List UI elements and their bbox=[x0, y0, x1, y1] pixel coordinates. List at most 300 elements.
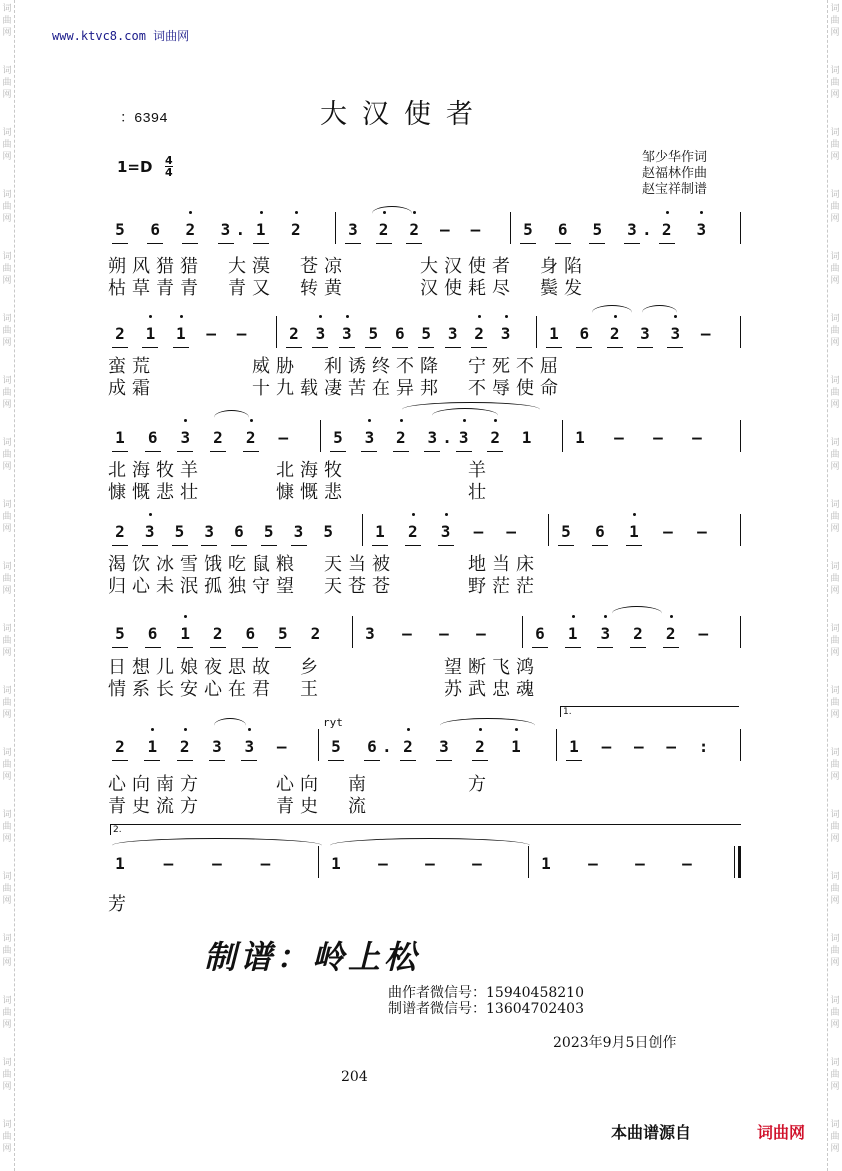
watermark-char: 词 bbox=[830, 128, 840, 138]
watermark-char: 网 bbox=[830, 462, 840, 472]
watermark-char: 网 bbox=[830, 28, 840, 38]
note: 1 bbox=[565, 624, 581, 643]
note: 6 bbox=[145, 428, 161, 447]
note: – bbox=[439, 220, 450, 239]
note: 5 bbox=[112, 624, 128, 643]
watermark-char: 曲 bbox=[830, 512, 840, 522]
watermark-char: 网 bbox=[2, 1082, 12, 1092]
watermark-char: 词 bbox=[2, 252, 12, 262]
watermark-char: 曲 bbox=[830, 1008, 840, 1018]
watermark-char: 网 bbox=[2, 338, 12, 348]
note: 3 bbox=[361, 428, 377, 447]
watermark-char: 词 bbox=[830, 562, 840, 572]
watermark-char: 词 bbox=[2, 376, 12, 386]
note: 3 bbox=[345, 220, 361, 239]
watermark-char: 网 bbox=[2, 648, 12, 658]
watermark-char: 网 bbox=[2, 152, 12, 162]
bar-line bbox=[740, 616, 741, 648]
site-url[interactable]: www.ktvc8.com bbox=[52, 29, 146, 43]
note: 2 bbox=[112, 324, 128, 343]
bar-line bbox=[522, 616, 523, 648]
page-number: 204 bbox=[341, 1069, 368, 1085]
note: – bbox=[698, 624, 709, 643]
note: – bbox=[476, 624, 486, 643]
note: 2 bbox=[112, 522, 128, 541]
final-double-bar bbox=[734, 846, 741, 878]
note: 5 bbox=[520, 220, 536, 239]
note: 1 bbox=[177, 624, 193, 643]
note: 3 . bbox=[218, 220, 234, 239]
watermark-char: 曲 bbox=[830, 574, 840, 584]
note: 6 bbox=[592, 522, 608, 541]
note: 5 bbox=[261, 522, 277, 541]
note: 2 bbox=[487, 428, 503, 447]
watermark-char: 词 bbox=[2, 438, 12, 448]
key-signature: 1=D bbox=[117, 158, 153, 176]
note: 1 bbox=[575, 428, 585, 447]
watermark-char: 词 bbox=[2, 624, 12, 634]
note: 3 bbox=[142, 522, 158, 541]
note: 1 bbox=[173, 324, 189, 343]
watermark-char: 网 bbox=[2, 586, 12, 596]
note: – bbox=[588, 854, 598, 873]
watermark-char: 词 bbox=[830, 934, 840, 944]
watermark-char: 曲 bbox=[2, 1132, 12, 1142]
note: 1 bbox=[331, 854, 341, 873]
watermark-char: 词 bbox=[830, 872, 840, 882]
note: 1 bbox=[144, 737, 160, 756]
note: 2 bbox=[112, 737, 128, 756]
note: 1 bbox=[142, 324, 158, 343]
note: – bbox=[697, 522, 707, 541]
watermark-char: 曲 bbox=[2, 574, 12, 584]
note: 3 bbox=[291, 522, 307, 541]
brand-link[interactable]: 词曲网 bbox=[757, 1123, 806, 1142]
watermark-char: 词 bbox=[830, 190, 840, 200]
watermark-char: 曲 bbox=[2, 78, 12, 88]
bar-line bbox=[536, 316, 537, 348]
note: 6 bbox=[555, 220, 571, 239]
watermark-char: 词 bbox=[830, 500, 840, 510]
watermark-char: 词 bbox=[830, 314, 840, 324]
watermark-char: 词 bbox=[2, 686, 12, 696]
watermark-char: 网 bbox=[830, 1020, 840, 1030]
left-watermark-strip bbox=[0, 0, 15, 1171]
arranger-wechat: 制谱者微信号：13604702403 bbox=[388, 1001, 584, 1017]
note: 5 bbox=[330, 428, 346, 447]
note: 3 bbox=[445, 324, 461, 343]
note: – bbox=[682, 854, 692, 873]
note: 1 bbox=[626, 522, 642, 541]
volta2-bracket: 2. bbox=[110, 824, 741, 835]
note: – bbox=[666, 737, 676, 756]
source-label: 本曲谱源自 bbox=[611, 1123, 692, 1142]
watermark-char: 网 bbox=[2, 524, 12, 534]
note: 6 bbox=[231, 522, 247, 541]
watermark-char: 词 bbox=[830, 376, 840, 386]
watermark-char: 曲 bbox=[830, 450, 840, 460]
watermark-char: 词 bbox=[2, 872, 12, 882]
watermark-char: 曲 bbox=[2, 760, 12, 770]
note: 6 bbox=[532, 624, 548, 643]
watermark-char: 网 bbox=[2, 710, 12, 720]
watermark-char: 词 bbox=[830, 996, 840, 1006]
watermark-char: 网 bbox=[830, 958, 840, 968]
note: 6 bbox=[576, 324, 592, 343]
lyric-line: 青史流方 青史 流 bbox=[108, 796, 372, 817]
lyric-line: 归心未泯孤独守望 天苍苍 野茫茫 bbox=[108, 576, 540, 597]
note: 3 bbox=[365, 624, 375, 643]
bar-line bbox=[335, 212, 336, 244]
watermark-char: 词 bbox=[2, 500, 12, 510]
watermark-char: 词 bbox=[2, 996, 12, 1006]
note: 1 bbox=[112, 428, 128, 447]
note: : bbox=[698, 737, 709, 756]
watermark-char: 网 bbox=[2, 400, 12, 410]
creation-date: 2023年9月5日创作 bbox=[553, 1035, 677, 1051]
note: 3 bbox=[456, 428, 472, 447]
watermark-char: 词 bbox=[830, 686, 840, 696]
lyric-line: 枯草青青 青又 转黄 汉使耗尽 鬓发 bbox=[108, 278, 588, 299]
note: 3 bbox=[201, 522, 217, 541]
watermark-char: 曲 bbox=[830, 822, 840, 832]
watermark-char: 曲 bbox=[2, 326, 12, 336]
watermark-char: 曲 bbox=[830, 202, 840, 212]
note: – bbox=[236, 324, 247, 343]
watermark-char: 曲 bbox=[2, 1070, 12, 1080]
note: – bbox=[601, 737, 612, 756]
watermark-char: 词 bbox=[2, 128, 12, 138]
bar-line bbox=[556, 729, 557, 761]
tie-slur bbox=[592, 305, 632, 320]
watermark-char: 曲 bbox=[830, 1070, 840, 1080]
note: 2 bbox=[210, 428, 226, 447]
note: 2 bbox=[607, 324, 623, 343]
tie-slur bbox=[372, 206, 412, 221]
composer: 赵福林作曲 bbox=[642, 166, 708, 181]
note: – bbox=[378, 854, 388, 873]
note: 3 bbox=[209, 737, 225, 756]
watermark-char: 曲 bbox=[2, 512, 12, 522]
watermark-char: 曲 bbox=[2, 450, 12, 460]
note: – bbox=[439, 624, 449, 643]
watermark-char: 曲 bbox=[2, 636, 12, 646]
watermark-char: 网 bbox=[2, 772, 12, 782]
bar-line bbox=[320, 420, 321, 452]
watermark-char: 曲 bbox=[830, 78, 840, 88]
note: 5 bbox=[323, 522, 334, 541]
bar-line bbox=[740, 729, 741, 761]
note: 5 bbox=[365, 324, 381, 343]
site-name[interactable]: 词曲网 bbox=[153, 29, 190, 43]
watermark-char: 曲 bbox=[2, 1008, 12, 1018]
note: 2 bbox=[286, 324, 302, 343]
note: 3 bbox=[498, 324, 514, 343]
watermark-char: 曲 bbox=[830, 698, 840, 708]
note: 3 bbox=[436, 737, 452, 756]
tie-slur bbox=[432, 408, 498, 423]
watermark-char: 曲 bbox=[2, 264, 12, 274]
tie-slur bbox=[112, 838, 322, 853]
note: – bbox=[276, 737, 287, 756]
note: – bbox=[473, 522, 484, 541]
watermark-char: 词 bbox=[830, 810, 840, 820]
lyric-line: 心向南方 心向 南 方 bbox=[108, 774, 492, 795]
note: 2 bbox=[288, 220, 304, 239]
watermark-char: 词 bbox=[830, 438, 840, 448]
watermark-char: 曲 bbox=[830, 264, 840, 274]
note: – bbox=[470, 220, 481, 239]
note: 5 bbox=[418, 324, 434, 343]
watermark-char: 网 bbox=[830, 90, 840, 100]
watermark-char: 词 bbox=[2, 4, 12, 14]
lyricist: 邹少华作词 bbox=[642, 150, 708, 165]
volta1-bracket: 1. bbox=[560, 706, 739, 717]
lyric-line: 渴饮冰雪饿吃鼠粮 天当被 地当床 bbox=[108, 554, 540, 575]
note: 3 bbox=[667, 324, 683, 343]
watermark-char: 网 bbox=[830, 710, 840, 720]
watermark-char: 词 bbox=[830, 66, 840, 76]
note: 1 bbox=[115, 854, 125, 873]
time-sig-top: 4 bbox=[165, 154, 173, 167]
lyric-line: 情系长安心在君 王 苏武忠魂 bbox=[108, 679, 540, 700]
note: – bbox=[260, 854, 271, 873]
note: – bbox=[614, 428, 624, 447]
lyric-line: 慷慨悲壮 慷慨悲 壮 bbox=[108, 482, 492, 503]
note: 6 bbox=[145, 624, 161, 643]
watermark-char: 词 bbox=[830, 624, 840, 634]
note: 2 bbox=[310, 624, 321, 643]
time-sig-bottom: 4 bbox=[165, 166, 173, 179]
tie-slur bbox=[214, 410, 249, 425]
watermark-char: 曲 bbox=[830, 1132, 840, 1142]
note: 1 bbox=[546, 324, 562, 343]
wechat-info bbox=[388, 985, 584, 1017]
watermark-char: 曲 bbox=[830, 760, 840, 770]
note: 3 . bbox=[424, 428, 440, 447]
signature: 制谱：岭上松 bbox=[204, 938, 421, 976]
note: 3 bbox=[637, 324, 653, 343]
note: 3 bbox=[597, 624, 613, 643]
tie-slur bbox=[214, 718, 246, 733]
note: 2 bbox=[471, 324, 487, 343]
note: 2 bbox=[400, 737, 416, 756]
watermark-char: 词 bbox=[830, 1058, 840, 1068]
note: 6 . bbox=[364, 737, 380, 756]
note: 1 bbox=[541, 854, 551, 873]
note: 3 bbox=[177, 428, 193, 447]
bar-line bbox=[362, 514, 363, 546]
watermark-char: 网 bbox=[830, 400, 840, 410]
watermark-char: 网 bbox=[2, 214, 12, 224]
tie-slur bbox=[440, 718, 535, 733]
note: – bbox=[425, 854, 435, 873]
arranger: 赵宝祥制谱 bbox=[642, 182, 708, 197]
watermark-char: 曲 bbox=[2, 946, 12, 956]
bar-line bbox=[740, 420, 741, 452]
note: – bbox=[212, 854, 222, 873]
note: 5 bbox=[112, 220, 128, 239]
song-title: 大汉使者 bbox=[320, 99, 488, 130]
note: 2 bbox=[406, 220, 422, 239]
watermark-char: 曲 bbox=[830, 326, 840, 336]
lyric-line: 成霜 十九载凄苦在异邦 不辱使命 bbox=[108, 378, 564, 399]
bar-line bbox=[740, 316, 741, 348]
note: – bbox=[163, 854, 174, 873]
watermark-char: 网 bbox=[2, 834, 12, 844]
tie-slur bbox=[612, 606, 662, 621]
lyric-line: 芳 bbox=[108, 894, 132, 915]
song-id: ：6394 bbox=[120, 111, 168, 127]
watermark-char: 网 bbox=[2, 896, 12, 906]
note: 2 bbox=[182, 220, 198, 239]
bar-line bbox=[318, 729, 319, 761]
watermark-char: 网 bbox=[830, 896, 840, 906]
note: – bbox=[653, 428, 663, 447]
tie-slur bbox=[642, 305, 677, 320]
lyric-line: 蛮荒 威胁 利诱终不降 宁死不屈 bbox=[108, 356, 564, 377]
time-signature bbox=[165, 155, 173, 178]
note: – bbox=[633, 737, 644, 756]
site-header[interactable] bbox=[52, 27, 189, 44]
note: 1 bbox=[253, 220, 269, 239]
note: 2 bbox=[663, 624, 679, 643]
note: – bbox=[402, 624, 412, 643]
bar-line bbox=[510, 212, 511, 244]
bar-line bbox=[352, 616, 353, 648]
watermark-char: 网 bbox=[2, 28, 12, 38]
note: 6 bbox=[392, 324, 408, 343]
watermark-char: 词 bbox=[2, 748, 12, 758]
watermark-char: 网 bbox=[830, 152, 840, 162]
note: 3 bbox=[693, 220, 709, 239]
watermark-char: 曲 bbox=[2, 884, 12, 894]
watermark-char: 曲 bbox=[2, 698, 12, 708]
watermark-char: 词 bbox=[2, 934, 12, 944]
note: 2 bbox=[630, 624, 646, 643]
note: 5 bbox=[275, 624, 291, 643]
note: 3 bbox=[339, 324, 355, 343]
note: 2 bbox=[472, 737, 488, 756]
watermark-char: 词 bbox=[2, 810, 12, 820]
tie-slur bbox=[330, 838, 530, 853]
note: – bbox=[206, 324, 216, 343]
note: 3 bbox=[241, 737, 257, 756]
note: 2 bbox=[405, 522, 421, 541]
note: 5 bbox=[328, 737, 344, 756]
lyric-line: 北海牧羊 北海牧 羊 bbox=[108, 460, 492, 481]
watermark-char: 词 bbox=[830, 4, 840, 14]
bar-line bbox=[276, 316, 277, 348]
note: 5 bbox=[558, 522, 574, 541]
watermark-char: 词 bbox=[2, 1058, 12, 1068]
watermark-char: 词 bbox=[830, 748, 840, 758]
watermark-char: 网 bbox=[830, 1144, 840, 1154]
watermark-char: 曲 bbox=[830, 884, 840, 894]
watermark-char: 网 bbox=[830, 338, 840, 348]
watermark-char: 网 bbox=[2, 462, 12, 472]
note: 2 bbox=[376, 220, 392, 239]
note: 3 bbox=[312, 324, 328, 343]
watermark-char: 网 bbox=[830, 214, 840, 224]
watermark-char: 曲 bbox=[2, 388, 12, 398]
watermark-char: 网 bbox=[830, 834, 840, 844]
watermark-char: 网 bbox=[830, 586, 840, 596]
note: – bbox=[472, 854, 482, 873]
lyric-line: 朔风猎猎 大漠 苍凉 大汉使者 身陷 bbox=[108, 256, 588, 277]
watermark-char: 网 bbox=[830, 1082, 840, 1092]
note: 2 bbox=[210, 624, 226, 643]
note: 2 bbox=[243, 428, 259, 447]
note: 2 bbox=[393, 428, 409, 447]
watermark-char: 曲 bbox=[2, 140, 12, 150]
note: 3 bbox=[438, 522, 454, 541]
right-watermark-strip bbox=[827, 0, 842, 1171]
watermark-char: 曲 bbox=[830, 16, 840, 26]
note: 1 bbox=[508, 737, 524, 756]
watermark-char: 网 bbox=[2, 90, 12, 100]
note: 1 bbox=[521, 428, 532, 447]
note: – bbox=[506, 522, 516, 541]
watermark-char: 网 bbox=[2, 1020, 12, 1030]
note: 5 bbox=[589, 220, 605, 239]
watermark-char: 曲 bbox=[830, 636, 840, 646]
watermark-char: 曲 bbox=[2, 16, 12, 26]
watermark-char: 网 bbox=[2, 1144, 12, 1154]
watermark-char: 词 bbox=[2, 562, 12, 572]
watermark-char: 词 bbox=[2, 190, 12, 200]
credits bbox=[642, 150, 707, 198]
note: – bbox=[278, 428, 289, 447]
watermark-char: 网 bbox=[830, 524, 840, 534]
note: 6 bbox=[242, 624, 258, 643]
ryt-mark: ryt bbox=[323, 716, 343, 729]
bar-line bbox=[562, 420, 563, 452]
note: 3 . bbox=[624, 220, 640, 239]
watermark-char: 曲 bbox=[830, 388, 840, 398]
note: 2 bbox=[177, 737, 193, 756]
note: 1 bbox=[566, 737, 582, 756]
lyric-line: 日想儿娘夜思故 乡 望断飞鸿 bbox=[108, 657, 540, 678]
watermark-char: 曲 bbox=[830, 946, 840, 956]
watermark-char: 网 bbox=[830, 772, 840, 782]
watermark-char: 词 bbox=[2, 66, 12, 76]
watermark-char: 词 bbox=[2, 1120, 12, 1130]
watermark-char: 词 bbox=[830, 252, 840, 262]
note: 1 bbox=[372, 522, 388, 541]
note: – bbox=[692, 428, 702, 447]
watermark-char: 曲 bbox=[2, 202, 12, 212]
watermark-char: 曲 bbox=[2, 822, 12, 832]
watermark-char: 词 bbox=[2, 314, 12, 324]
watermark-char: 曲 bbox=[830, 140, 840, 150]
watermark-char: 网 bbox=[2, 958, 12, 968]
watermark-char: 网 bbox=[2, 276, 12, 286]
watermark-char: 网 bbox=[830, 648, 840, 658]
note: 2 bbox=[659, 220, 675, 239]
bar-line bbox=[740, 212, 741, 244]
watermark-char: 词 bbox=[830, 1120, 840, 1130]
bar-line bbox=[548, 514, 549, 546]
note: – bbox=[635, 854, 645, 873]
watermark-char: 网 bbox=[830, 276, 840, 286]
composer-wechat: 曲作者微信号：15940458210 bbox=[388, 985, 584, 1001]
note: 5 bbox=[172, 522, 188, 541]
note: 6 bbox=[147, 220, 163, 239]
bar-line bbox=[740, 514, 741, 546]
note: – bbox=[663, 522, 673, 541]
note: – bbox=[700, 324, 711, 343]
